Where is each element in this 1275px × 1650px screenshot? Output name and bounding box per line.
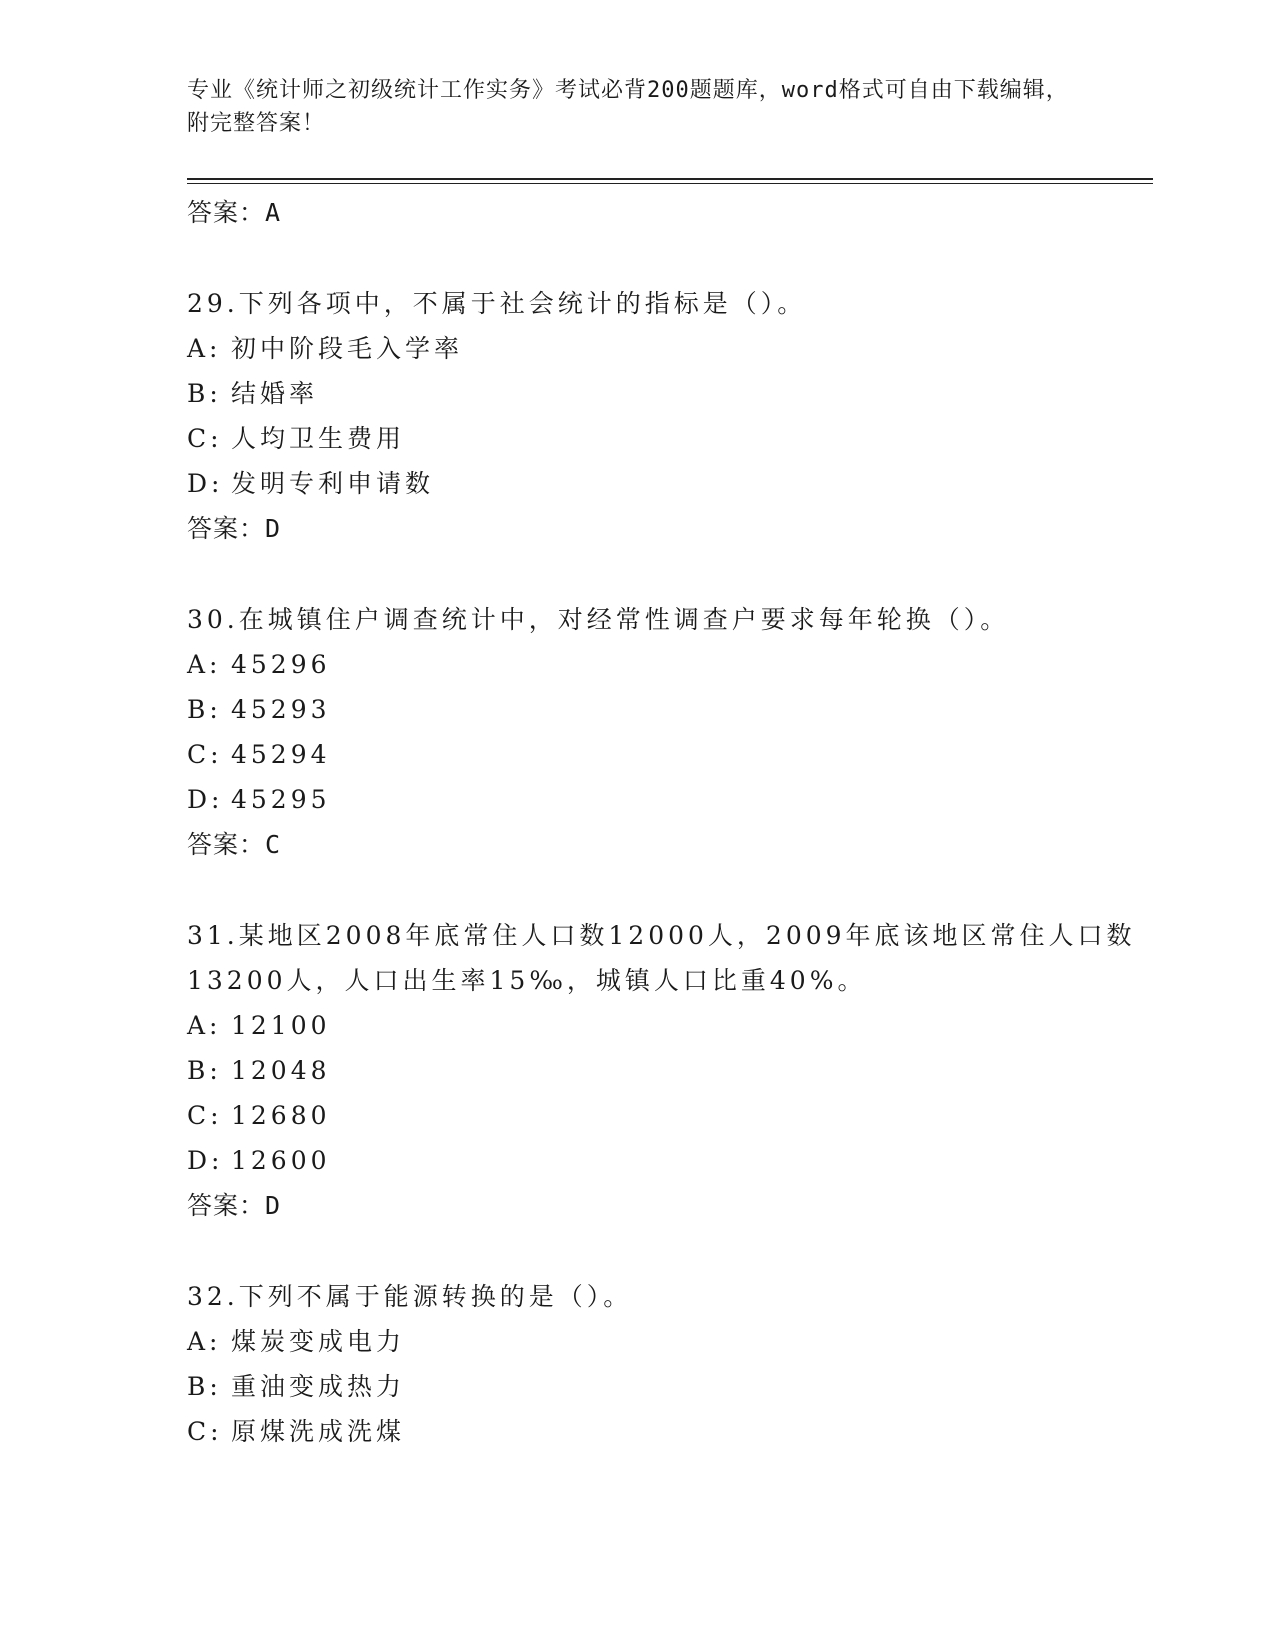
option-letter: C:: [187, 424, 223, 453]
header-divider: [187, 178, 1153, 184]
answer-line: 答案：C: [187, 830, 282, 859]
question-32: [187, 1274, 1153, 1454]
option-a: [187, 1003, 1153, 1048]
option-c: [187, 1409, 1153, 1454]
question-stem: 32.下列不属于能源转换的是（）。: [187, 1282, 633, 1311]
option-text: 12100: [231, 1011, 331, 1040]
option-b: [187, 371, 1153, 416]
option-text: 发明专利申请数: [231, 469, 435, 498]
option-letter: D:: [187, 469, 224, 498]
question-31: [187, 913, 1153, 1228]
option-c: [187, 1093, 1153, 1138]
option-text: 45296: [231, 650, 331, 679]
option-letter: B:: [187, 1372, 222, 1401]
option-letter: B:: [187, 1056, 222, 1085]
option-text: 45295: [231, 785, 331, 814]
option-text: 12600: [231, 1146, 331, 1175]
option-text: 结婚率: [231, 379, 319, 408]
option-letter: B:: [187, 379, 222, 408]
option-a: [187, 1319, 1153, 1364]
document-intro: 专业《统计师之初级统计工作实务》考试必背200题题库，word格式可自由下载编辑，附完整答案！: [187, 78, 1069, 136]
answer-line: 答案：D: [187, 514, 282, 543]
option-letter: D:: [187, 785, 224, 814]
option-b: [187, 687, 1153, 732]
option-letter: D:: [187, 1146, 224, 1175]
option-d: [187, 1138, 1153, 1183]
option-letter: A:: [187, 1011, 222, 1040]
option-text: 12680: [231, 1101, 331, 1130]
option-text: 45294: [231, 740, 331, 769]
answer-line: 答案：A: [187, 198, 282, 227]
option-letter: A:: [187, 334, 222, 363]
option-a: [187, 326, 1153, 371]
option-d: [187, 777, 1153, 822]
option-letter: B:: [187, 695, 222, 724]
option-text: 初中阶段毛入学率: [231, 334, 464, 363]
option-text: 煤炭变成电力: [231, 1327, 406, 1356]
option-text: 原煤洗成洗煤: [231, 1417, 406, 1446]
option-text: 人均卫生费用: [231, 424, 406, 453]
question-stem: 31.某地区2008年底常住人口数12000人，2009年底该地区常住人口数13200人，人口出生率15‰，城镇人口比重40%。: [187, 921, 1136, 995]
answer-line: 答案：D: [187, 1191, 282, 1220]
option-letter: C:: [187, 740, 223, 769]
option-b: [187, 1048, 1153, 1093]
option-letter: A:: [187, 1327, 222, 1356]
option-letter: C:: [187, 1101, 223, 1130]
option-c: [187, 416, 1153, 461]
question-list: [187, 190, 1153, 1454]
option-text: 45293: [231, 695, 331, 724]
question-30: [187, 597, 1153, 867]
option-c: [187, 732, 1153, 777]
option-d: [187, 461, 1153, 506]
option-letter: A:: [187, 650, 222, 679]
option-letter: C:: [187, 1417, 223, 1446]
question-stem: 29.下列各项中，不属于社会统计的指标是（）。: [187, 289, 807, 318]
option-b: [187, 1364, 1153, 1409]
option-text: 12048: [231, 1056, 331, 1085]
option-text: 重油变成热力: [231, 1372, 406, 1401]
question-29: [187, 281, 1153, 551]
option-a: [187, 642, 1153, 687]
question-stem: 30.在城镇住户调查统计中，对经常性调查户要求每年轮换（）。: [187, 605, 1010, 634]
